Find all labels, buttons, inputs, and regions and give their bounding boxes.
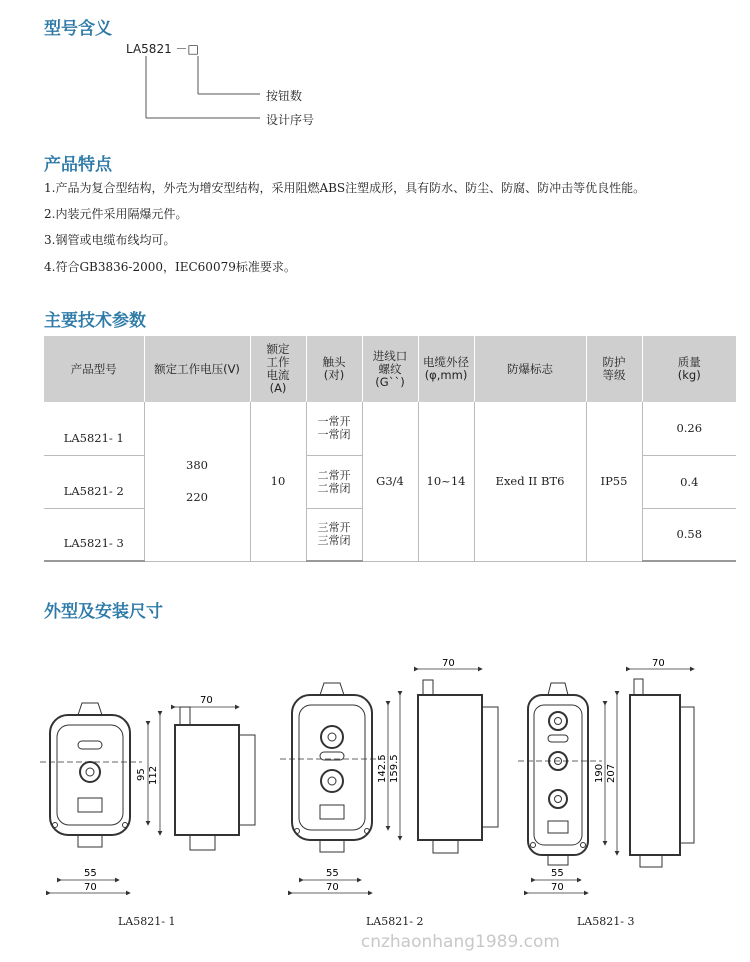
header-thread: 进线口 螺纹 (G``) [362, 336, 418, 402]
header-ex-mark: 防爆标志 [474, 336, 586, 402]
cell-voltage [144, 402, 250, 561]
header-model: 产品型号 [44, 336, 144, 402]
cell-model-2: LA5821- 2 [44, 455, 144, 508]
feature-2: 2.内装元件采用隔爆元件。 [44, 207, 188, 221]
d1-h2: 112 [148, 765, 159, 785]
d2-h1: 142.5 [377, 754, 388, 783]
caption-2: LA5821- 2 [366, 915, 424, 928]
d2-h2: 159.5 [389, 754, 400, 783]
drawing-3-front [518, 683, 602, 865]
drawing-1-dimensions [50, 715, 160, 893]
caption-3: LA5821- 3 [577, 915, 635, 928]
section-title-features: 产品特点 [44, 155, 112, 175]
cell-mass-1: 0.26 [642, 402, 736, 455]
drawing-2-front [280, 683, 384, 852]
section-title-model: 型号含义 [44, 19, 112, 39]
drawing-3-dimensions [528, 695, 617, 893]
header-mass: 质量 (kg) [642, 336, 736, 402]
header-cable: 电缆外径 (φ,mm) [418, 336, 474, 402]
cell-model-1: LA5821- 1 [44, 402, 144, 455]
header-current: 额定 工作 电流 (A) [250, 336, 306, 402]
d1-total: 70 [84, 882, 97, 893]
model-code: LA5821 －□ [126, 42, 199, 56]
header-ip: 防护 等级 [586, 336, 642, 402]
cell-cable: 10~14 [418, 402, 474, 561]
cell-mass-2: 0.4 [642, 455, 736, 508]
cell-contacts-3: 三常开 三常闭 [306, 508, 362, 561]
caption-1: LA5821- 1 [118, 915, 176, 928]
model-code-diagram [118, 38, 378, 133]
section-title-specs: 主要技术参数 [44, 311, 146, 331]
cell-ip: IP55 [586, 402, 642, 561]
feature-1: 1.产品为复合型结构，外壳为增安型结构，采用阻燃ABS注塑成形，具有防水、防尘、防腐、防冲击等优良性能。 [44, 181, 646, 195]
feature-4: 4.符合GB3836-2000，IEC60079标准要求。 [44, 260, 296, 274]
d3-h2: 207 [606, 763, 617, 783]
header-contacts: 触头 (对) [306, 336, 362, 402]
table-row [44, 402, 736, 455]
label-serial: 设计序号 [266, 113, 315, 127]
d3-total: 70 [551, 882, 564, 893]
cell-thread: G3/4 [362, 402, 418, 561]
header-voltage: 额定工作电压(V) [144, 336, 250, 402]
table-header-row [44, 336, 736, 402]
cell-mass-3: 0.58 [642, 508, 736, 561]
voltage-220: 220 [186, 490, 208, 505]
drawing-2-dimensions [292, 695, 400, 893]
section-title-dimensions: 外型及安装尺寸 [44, 602, 163, 622]
model-leader-lines [118, 38, 378, 133]
label-buttons: 按钮数 [266, 89, 303, 103]
cell-model-3: LA5821- 3 [44, 508, 144, 561]
cell-current: 10 [250, 402, 306, 561]
cell-contacts-1: 一常开 一常闭 [306, 402, 362, 455]
drawing-2-side [418, 669, 498, 853]
drawing-3-side [630, 669, 694, 867]
cell-contacts-2: 二常开 二常闭 [306, 455, 362, 508]
dimension-drawings [40, 655, 700, 895]
d2-width: 55 [326, 868, 339, 879]
watermark: cnzhaonhang1989.com [360, 932, 560, 952]
d2-side: 70 [442, 658, 455, 669]
d1-side: 70 [200, 695, 213, 706]
drawing-1-front [40, 703, 142, 847]
spec-table [44, 336, 736, 562]
cell-ex-mark: Exed II BT6 [474, 402, 586, 561]
d3-side: 70 [652, 658, 665, 669]
d2-total: 70 [326, 882, 339, 893]
drawing-1-side [175, 707, 255, 850]
d1-h1: 95 [136, 768, 147, 781]
d1-width: 55 [84, 868, 97, 879]
d3-width: 55 [551, 868, 564, 879]
d3-h1: 190 [594, 763, 605, 783]
voltage-380: 380 [186, 458, 208, 473]
feature-3: 3.钢管或电缆布线均可。 [44, 233, 176, 247]
